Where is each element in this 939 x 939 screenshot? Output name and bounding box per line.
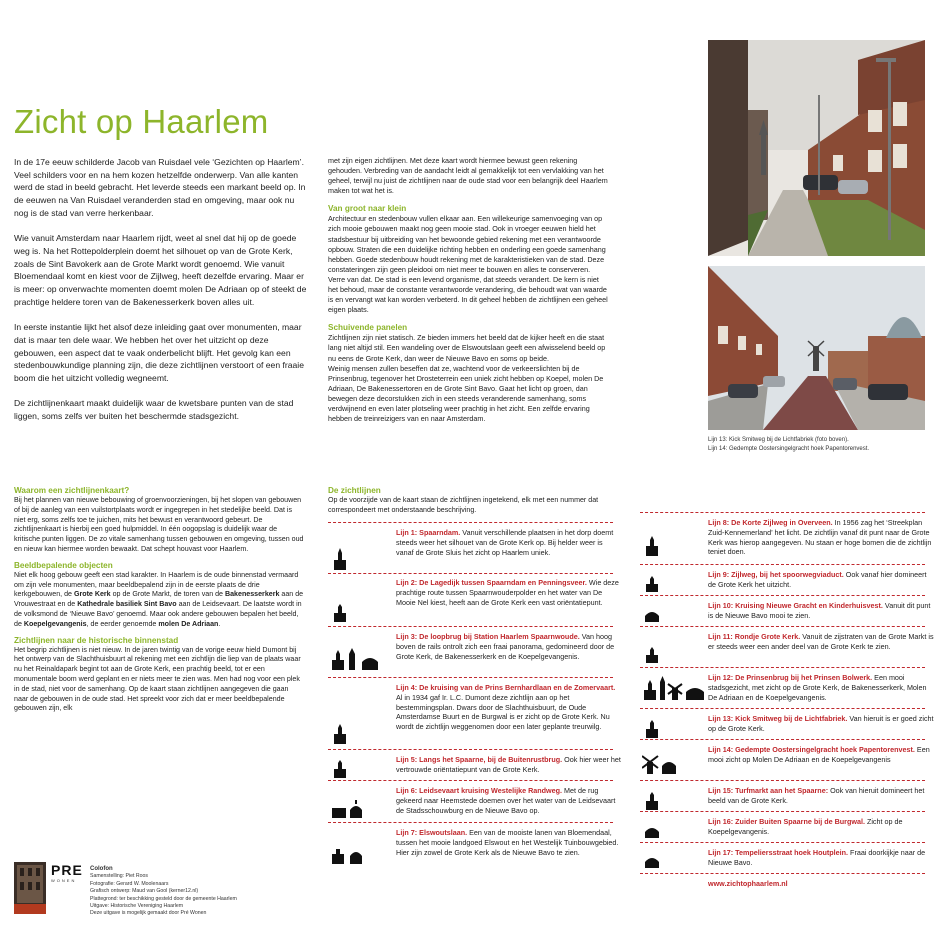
line-item-10: Lijn 10: Kruising Nieuwe Gracht en Kinderhuisvest. Vanuit dit punt is de Nieuwe Bavo mooi te zien. [708,601,931,620]
line-item-8: Lijn 8: De Korte Zijlweg in Overveen. In 1956 zag het ‘Streekplan Zuid-Kennemerland’ het licht. De zichtlijn vanaf dit punt naar de Grote Kerk was hierop aangegeven. Nu staan er hoge bomen die de zichtlijn teniet doen. [708,518,932,557]
colofon-line: Uitgave: Historische Vereniging Haarlem [90,903,184,910]
divider [640,811,925,812]
divider [640,595,925,596]
middle-column [328,156,608,424]
divider [640,873,925,874]
church-silhouette-icon [332,724,348,744]
intro-paragraph: In de 17e eeuw schilderde Jacob van Ruisdael vele ‘Gezichten op Haarlem’. Veel schilders voor en na hem kozen hetzelfde onderwerp. Van alle kanten werd de stad in beeld gebracht. Het leverde steeds een markant beeld op. In de eeuwen na Van Ruisdael veranderden stad en omgeving, maar ook nu nog is de stad van verre herkenbaar. [14,157,306,218]
continuation-paragraph: met zijn eigen zichtlijnen. Met deze kaart wordt hiermee bewust geen rekening gehouden. Verbreding van de aandacht leidt al gemakkelijk tot een vervlakking van het geheel, terwijl nu juist de zichtlijnen naar de oude stad voor een belangrijk deel Haarlem maken tot wat het is. [328,156,608,196]
section-heading: Beeldbepalende objecten [14,560,113,570]
pre-wonen-logo: PRE [51,862,83,878]
section-heading: Schuivende panelen [328,323,408,333]
section-paragraph: Architectuur en stedenbouw vullen elkaar aan. Een willekeurige samenvoeging van op zich mooie gebouwen maakt nog geen mooie stad. Ook in vroeger eeuwen hield het stadsbestuur bij uitbreiding van het bewoonde gebied rekening met een verantwoorde opbouw. Straten die een duidelijke richting hebben en onderling een goede samenhang hebben. Goede stedenbouw houdt rekening met de karakteristieken van de stad. Deze constateringen zijn geen pleidooi om niet meer te bouwen en alles te conserveren. Verre van dat. De stad is een levend organisme, dat steeds verandert. De kern is niet het behoud, maar de constante verantwoorde verandering, die behoudt wat van waarde is en vervangt wat kan worden verbeterd. In dit geheel hebben de zichtlijnen een geheel eigen plaats. [328,214,608,315]
line-item-15: Lijn 15: Turfmarkt aan het Spaarne: Ook van hieruit domineert het beeld van de Grote Kerk. [708,786,925,805]
line-item-16: Lijn 16: Zuider Buiten Spaarne bij de Burgwal. Zicht op de Koepelgevangenis. [708,817,903,836]
divider [328,749,613,750]
street-photo-bottom [708,266,925,430]
intro-text [14,156,309,435]
church-silhouette-icon [644,536,660,556]
line-item-7: Lijn 7: Elswoutslaan. Een van de mooiste lanen van Bloemendaal, tussen het mooie landgoed Elswout en het Westelijk Tuinbouwgebied. Hier zijn zowel de Grote Kerk als de Nieuwe Bavo te zien. [396,828,619,857]
dome-silhouette-icon [644,854,660,868]
colofon-line: Fotografie: Gerard W. Moolenaars [90,880,169,887]
photo-caption [708,436,928,454]
church-silhouette-icon [644,647,660,663]
divider [640,780,925,781]
line-item-11: Lijn 11: Rondje Grote Kerk. Vanuit de zijstraten van de Grote Markt is er steeds weer een ander deel van de Grote Kerk te zien. [708,632,934,651]
dome-silhouette-icon [644,608,660,622]
colofon-line: Grafisch ontwerp: Maud van Gool (kerner12.nl) [90,888,199,895]
skyline-silhouette-icon [644,676,706,700]
website-link[interactable]: www.zichtophaarlem.nl [708,879,788,888]
section-heading: De zichtlijnen [328,486,381,495]
line-item-17: Lijn 17: Tempeliersstraat hoek Houtplein. Fraai doorkijkje naar de Nieuwe Bavo. [708,848,926,867]
colofon-line: Samenstelling: Piet Roos [90,873,148,880]
historische-vereniging-logo-icon [14,862,46,914]
line-item-14: Lijn 14: Gedempte Oostersingelgracht hoek Papentorenvest. Een mooi zicht op Molen De Adriaan en de Koepelgevangenis [708,745,930,764]
intro-paragraph: In eerste instantie lijkt het alsof deze inleiding gaat over monumenten, maar dat is maar ten dele waar. We hebben het over het uitzicht op deze gebouwen, een aspect dat te vaak onderbelicht blijft. Het gevolg kan een stedenbouwkundige planning zijn, die deze zichtlijnen verstoort of een fraaie boom die het uitzicht volledig wegneemt. [14,322,304,383]
section-heading: Van groot naar klein [328,204,407,214]
pre-wonen-logo-sub: WONEN [51,878,77,883]
skyline-silhouette-icon [332,800,366,818]
divider [640,512,925,513]
section-paragraph: Het begrip zichtlijnen is niet nieuw. In de jaren twintig van de vorige eeuw hield Dumont bij het ontwerp van de Slachthuisbuurt al rekening met een zichtlijn die liep van de plaats waar nu het Reinaldapark begint tot aan de Grote Kerk, een prachtig beeld, tot er een monumentale boom werd geplant en er niets meer te zien was. Men had nog voor een plek in de stad, niet voor de samenhang. Op de kaart staan zichtlijnen aangegeven die gaan naar de gebouwen in de oude stad. Het spreekt voor zich dat er meer beeldbepalende gebouwen zijn, elk [14,645,301,713]
section-paragraph: Op de voorzijde van de kaart staan de zichtlijnen ingetekend, elk met een nummer dat correspondeert met onderstaande beschrijving. [328,496,599,514]
lower-left-column [14,485,304,714]
divider [328,780,613,781]
divider [640,739,925,740]
line-item-2: Lijn 2: De Lagedijk tussen Spaarndam en Penningsveer. Wie deze prachtige route tussen Spaarnwouderpolder en het water van De Mooie Nel kiest, heeft aan de Grote Kerk een vast oriëntatiepunt. [396,578,619,607]
colofon [90,866,290,918]
caption-line: Lijn 13: Kick Smitweg bij de Lichtfabriek (foto boven). [708,437,849,443]
divider [640,708,925,709]
windmill-dome-silhouette-icon [642,752,678,774]
skyline-silhouette-icon [332,846,366,864]
line-item-1: Lijn 1: Spaarndam. Vanuit verschillende plaatsen in het dorp doemt steeds weer het silhouet van de Grote Kerk op. Bij helder weer is vanaf de Grote Sluis het zicht op Haarlem uniek. [396,528,614,557]
section-paragraph: Niet elk hoog gebouw geeft een stad karakter. In Haarlem is de oude binnenstad vermaard om zijn vele monumenten, maar beeldbepalend zijn in de eerste plaats de drie kerkgebouwen, de Grote Kerk op de Grote Markt, de toren van de Bakenesserkerk aan de Vrouwestraat en de Kathedrale basiliek Sint Bavo aan de Leidsevaart. De laatste wordt in de volksmond de ‘Nieuwe Bavo’ genoemd. Maar ook andere gebouwen bepalen het beeld, de Koepelgevangenis, de eerder genoemde molen De Adriaan. [14,570,304,628]
page-title: Zicht op Haarlem [14,103,269,140]
section-paragraph: Bij het plannen van nieuwe bebouwing of groenvoorzieningen, bij het slopen van gebouwen of bij de aanleg van een vuilstortplaats wordt er ingegrepen in het stedelijke beeld. Dat is niet erg, soms zelfs toe te juichen, mits het bewust en verantwoord gebeurt. De zichtlijnenkaart is hierbij een goed hulpmiddel. In één oogopslag is duidelijk waar de kritische punten liggen. De zo vitale samenhang tussen gebouwen en omgeving, tussen oud en nieuw kan hiermee worden bewaakt. Dat schept houvast voor Haarlem. [14,496,304,553]
church-silhouette-icon [644,720,660,738]
divider [640,626,925,627]
colofon-line: Deze uitgave is mogelijk gemaakt door Pré Wonen [90,910,207,917]
section-paragraph: Weinig mensen zullen beseffen dat ze, wachtend voor de verkeerslichten bij de Prinsenbrug, tegenover het Drosteterrein een uniek zicht hebben op Koepel, molen De Adriaan, De Bakenessertoren en de Grote Sint Bavo. Gaat het licht op groen, dan bewegen deze decorstukken zich in een steeds veranderende samenhang, soms verdwijnend en even later plotseling weer prachtig in het zicht. Een zelfde ervaring hebben de treinreizigers van en naar Amsterdam. [328,363,604,424]
zichtlijnen-section [328,485,618,516]
church-silhouette-icon [332,548,348,570]
line-item-5: Lijn 5: Langs het Spaarne, bij de Buitenrustbrug. Ook hier weer het vertrouwde oriëntatiepunt van de Grote Kerk. [396,755,621,774]
section-heading: Waarom een zichtlijnenkaart? [14,486,130,495]
church-silhouette-icon [332,760,348,778]
divider [640,842,925,843]
line-item-4: Lijn 4: De kruising van de Prins Bernhardlaan en de Zomervaart. Al in 1934 gaf Ir. L.C. Dumont deze zichtlijn aan op het bestemmingsplan. Dwars door de Slachthuisbuurt, de Oude Amsterdamse Buurt en de Burgwal is er zicht op de Grote Kerk. Nu wordt de zichtlijn weggenomen door een later geplante treurwilg. [396,683,616,732]
church-silhouette-icon [332,604,348,622]
divider [328,626,613,627]
divider [328,573,613,574]
street-photo-top [708,40,925,256]
church-silhouette-icon [644,576,660,592]
section-heading: Zichtlijnen naar de historische binnenstad [14,635,179,645]
divider [640,564,925,565]
dome-silhouette-icon [644,824,660,838]
divider [328,822,613,823]
caption-line: Lijn 14: Gedempte Oostersingelgracht hoek Papentorenvest. [708,446,870,452]
church-silhouette-icon [644,792,660,810]
skyline-silhouette-icon [332,648,382,670]
line-item-3: Lijn 3: De loopbrug bij Station Haarlem Spaarnwoude. Van hoog boven de rails ontrolt zich een fraai panorama, gedomineerd door de Grote Kerk, de Bakenesserkerk en de Koepelgevangenis. [396,632,615,661]
intro-paragraph: Wie vanuit Amsterdam naar Haarlem rijdt, weet al snel dat hij op de goede weg is. Na het Rottepolderplein doemt het silhouet op van de Grote Kerk, zoals de Sint Bavokerk aan de Grote Markt wordt genoemd. Wie vanuit Bloemendaal komt en kiest voor de Zijlweg, heeft dezelfde ervaring. Maar er is meer: op onverwachte momenten doemt molen De Adriaan op of steekt de prachtige heldere toren van de Bakenesserkerk boven alles uit. [14,233,307,307]
divider [328,677,613,678]
colofon-line: Plattegrond: ter beschikking gesteld door de gemeente Haarlem [90,895,237,902]
colofon-title: Colofon [90,866,113,872]
divider [640,667,925,668]
divider [328,522,613,523]
line-item-6: Lijn 6: Leidsevaart kruising Westelijke Randweg. Met de rug gekeerd naar Heemstede doemen over het water van de Leidsevaart de Stadsschouwburg en de Nieuwe Bavo op. [396,786,616,815]
section-paragraph: Zichtlijnen zijn niet statisch. Ze bieden immers het beeld dat de kijker heeft en die staat lang niet altijd stil. Een wandeling over de Elswoutslaan geeft een afwisselend beeld op nu eens de Grote Kerk, dan weer de Nieuwe Bavo en soms op beide. [328,333,606,363]
line-item-12: Lijn 12: De Prinsenbrug bij het Prinsen Bolwerk. Een mooi stadsgezicht, met zicht op de Grote Kerk, de Bakenesserkerk, Molen De Adriaan en de Koepelgevangenis. [708,673,927,702]
intro-paragraph: De zichtlijnenkaart maakt duidelijk waar de kwetsbare punten van de stad liggen, soms zelfs ver buiten het beschermde stadsgezicht. [14,398,294,422]
line-item-13: Lijn 13: Kick Smitweg bij de Lichtfabriek. Van hieruit is er goed zicht op de Grote Kerk. [708,714,934,733]
line-item-9: Lijn 9: Zijlweg, bij het spoorwegviaduct. Ook vanaf hier domineert de Grote Kerk het uitzicht. [708,570,927,589]
